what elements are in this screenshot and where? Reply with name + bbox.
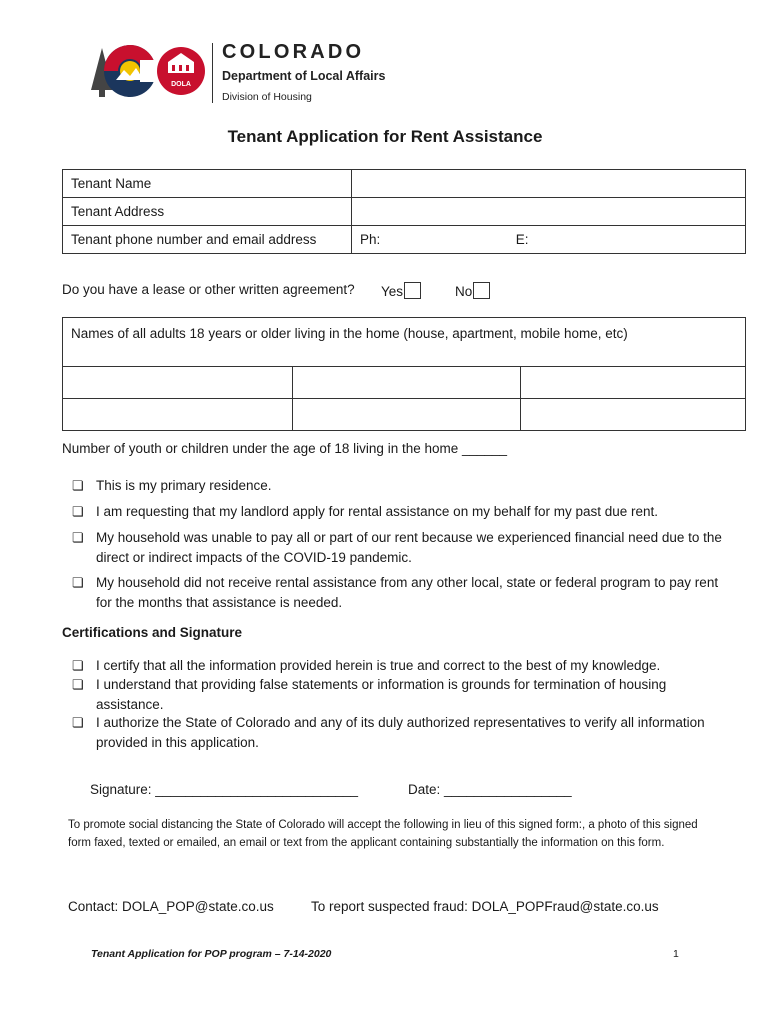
dola-logo [88, 40, 418, 110]
lease-yes-checkbox[interactable] [404, 282, 421, 299]
adults-table [62, 317, 746, 431]
certifications-heading: Certifications and Signature [62, 625, 243, 640]
division-name: Division of Housing [222, 91, 312, 103]
logo-divider [212, 43, 213, 103]
email-prefix: E: [515, 232, 529, 247]
adults-table-header: Names of all adults 18 years or older living in the home (house, apartment, mobile home, etc) [63, 318, 746, 367]
tenant-address-label: Tenant Address [63, 198, 352, 226]
youth-count-line: Number of youth or children under the age of 18 living in the home ______ [62, 441, 508, 456]
fraud-report-email: To report suspected fraud: DOLA_POPFraud@state.co.us [311, 899, 659, 914]
checklist-item-text: My household was unable to pay all or part of our rent because we experienced financial need due to the direct or indirect impacts of the COVID-19 pandemic. [96, 530, 722, 565]
checkbox-icon[interactable]: ❏ [72, 504, 84, 519]
adult-name-cell[interactable] [63, 399, 293, 431]
checklist-item [72, 502, 722, 522]
signature-line[interactable]: Signature: ___________________________ [90, 782, 359, 797]
adult-name-cell[interactable] [63, 367, 293, 399]
org-name: COLORADO [222, 41, 365, 63]
checklist-item-text: My household did not receive rental assistance from any other local, state or federal program to pay rent for the months that assistance is needed. [96, 575, 719, 610]
footer-text: Tenant Application for POP program – 7-14-2020 [91, 948, 332, 960]
tenant-name-row [63, 170, 746, 198]
certification-item [72, 713, 722, 753]
tenant-contact-row [63, 226, 746, 254]
contact-email: Contact: DOLA_POP@state.co.us [68, 899, 274, 914]
certification-item [72, 675, 722, 715]
tenant-address-row [63, 198, 746, 226]
social-distancing-notice: To promote social distancing the State of Colorado will accept the following in lieu of this signed form:, a photo of this signed form faxed, texted or emailed, an email or text from the applicant containing substantially the information on this form. [68, 819, 698, 849]
page-number: 1 [673, 948, 679, 960]
adult-name-cell[interactable] [521, 399, 746, 431]
tenant-info-table [62, 169, 746, 254]
checklist-item [72, 573, 722, 613]
tenant-name-field[interactable] [352, 170, 746, 198]
checklist-item [72, 476, 722, 496]
checkbox-icon[interactable]: ❏ [72, 478, 84, 493]
lease-yes-label: Yes [381, 284, 404, 299]
lease-yes-option[interactable] [381, 282, 421, 299]
phone-prefix: Ph: [360, 232, 381, 247]
checkbox-icon[interactable]: ❏ [72, 530, 84, 545]
certification-item-text: I authorize the State of Colorado and any of its duly authorized representatives to verify all information provided in this application. [96, 715, 705, 750]
checklist-item-text: This is my primary residence. [96, 478, 272, 493]
lease-no-option[interactable] [455, 282, 490, 299]
certification-item-text: I certify that all the information provided herein is true and correct to the best of my knowledge. [96, 658, 661, 673]
adult-name-cell[interactable] [293, 367, 521, 399]
certification-item [72, 656, 722, 676]
checkbox-icon[interactable]: ❏ [72, 715, 84, 730]
adult-name-cell[interactable] [293, 399, 521, 431]
checkbox-icon[interactable]: ❏ [72, 575, 84, 590]
colorado-c-logo-icon [88, 40, 208, 106]
date-line[interactable]: Date: _________________ [408, 782, 572, 797]
lease-no-checkbox[interactable] [473, 282, 490, 299]
tenant-contact-label: Tenant phone number and email address [63, 226, 352, 254]
tenant-contact-field[interactable] [352, 226, 746, 254]
department-name: Department of Local Affairs [222, 69, 386, 83]
dola-badge-text: DOLA [171, 81, 191, 88]
tenant-name-label: Tenant Name [63, 170, 352, 198]
checklist-item [72, 528, 722, 568]
lease-question: Do you have a lease or other written agreement? [62, 282, 355, 297]
checkbox-icon[interactable]: ❏ [72, 677, 84, 692]
checkbox-icon[interactable]: ❏ [72, 658, 84, 673]
tenant-address-field[interactable] [352, 198, 746, 226]
checklist-item-text: I am requesting that my landlord apply for rental assistance on my behalf for my past due rent. [96, 504, 659, 519]
lease-no-label: No [455, 284, 473, 299]
certification-item-text: I understand that providing false statements or information is grounds for termination of housing assistance. [96, 677, 667, 712]
page-title: Tenant Application for Rent Assistance [227, 127, 543, 146]
adult-name-cell[interactable] [521, 367, 746, 399]
